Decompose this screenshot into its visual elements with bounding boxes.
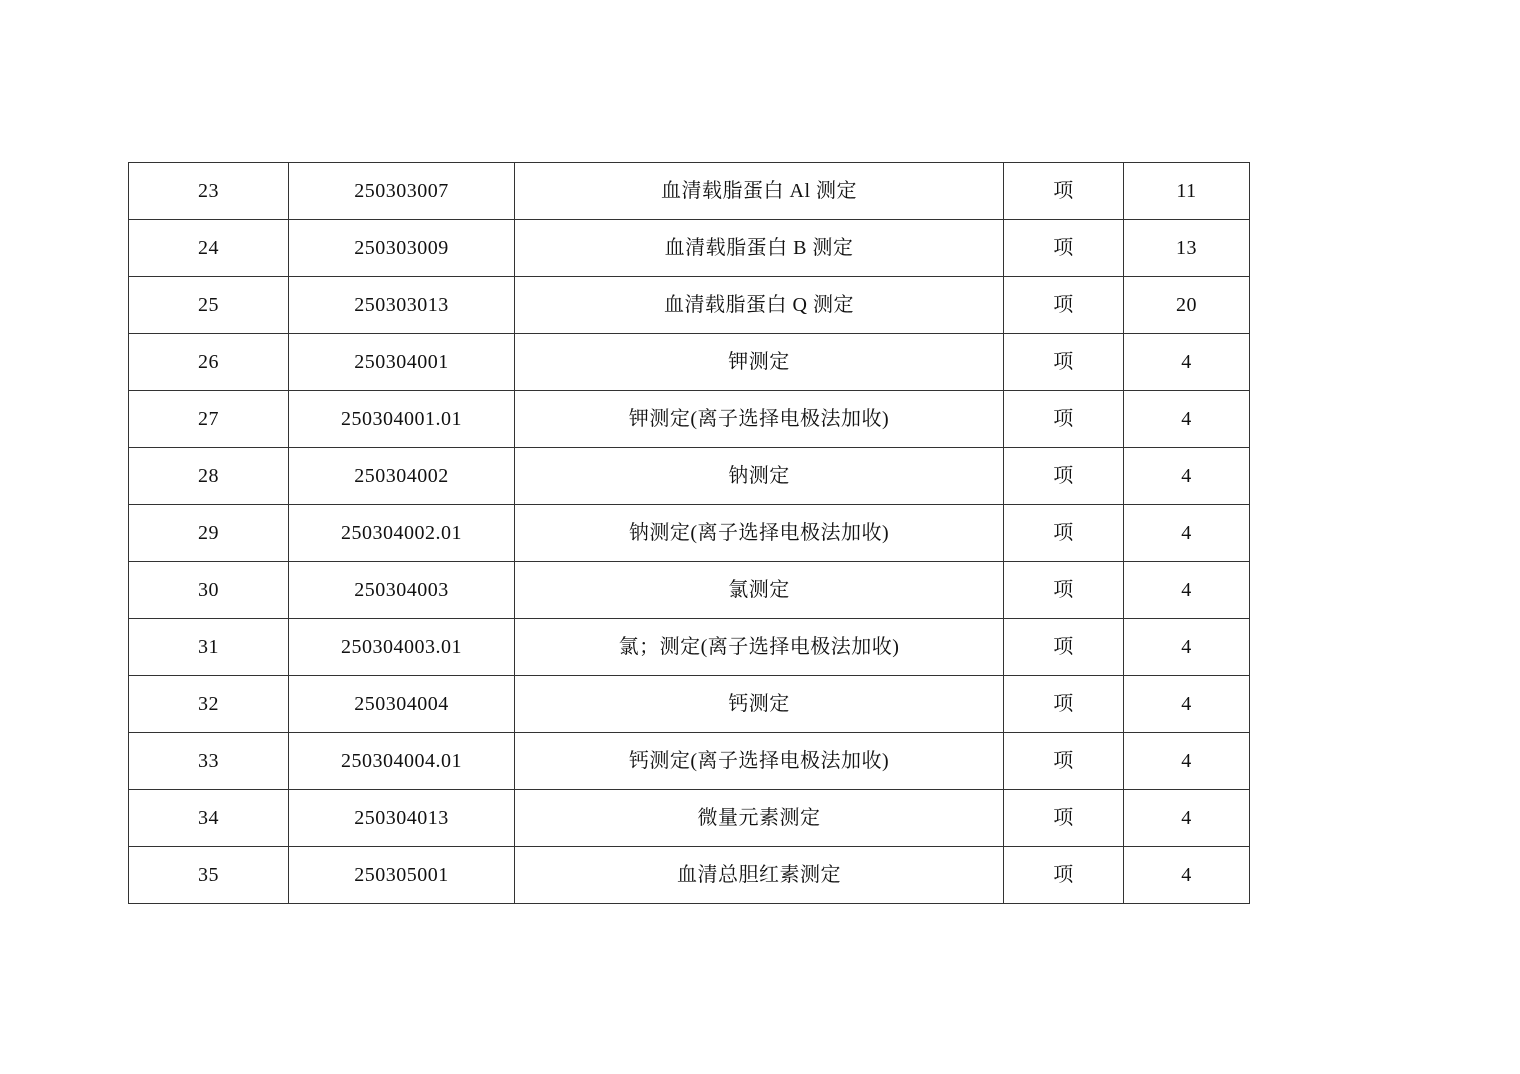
table-row [129,847,1250,904]
table-row [129,163,1250,220]
item-name-cell: 钙测定(离子选择电极法加收) [515,733,1004,790]
unit-cell: 项 [1004,790,1124,847]
item-name-cell: 血清载脂蛋白 B 测定 [515,220,1004,277]
row-number-cell: 25 [129,277,289,334]
fee-table-body [129,163,1250,904]
table-row [129,562,1250,619]
table-row [129,733,1250,790]
item-name-cell: 微量元素测定 [515,790,1004,847]
price-cell: 20 [1124,277,1250,334]
item-code-cell: 250304001.01 [289,391,515,448]
row-number-cell: 23 [129,163,289,220]
unit-cell: 项 [1004,448,1124,505]
item-code-cell: 250304001 [289,334,515,391]
row-number-cell: 33 [129,733,289,790]
price-cell: 4 [1124,619,1250,676]
table-row [129,619,1250,676]
item-code-cell: 250304003.01 [289,619,515,676]
fee-table [128,162,1250,904]
row-number-cell: 24 [129,220,289,277]
item-code-cell: 250304003 [289,562,515,619]
item-name-cell: 氯；测定(离子选择电极法加收) [515,619,1004,676]
table-row [129,790,1250,847]
unit-cell: 项 [1004,163,1124,220]
unit-cell: 项 [1004,391,1124,448]
unit-cell: 项 [1004,619,1124,676]
item-code-cell: 250303007 [289,163,515,220]
row-number-cell: 29 [129,505,289,562]
row-number-cell: 27 [129,391,289,448]
table-row [129,676,1250,733]
price-cell: 4 [1124,790,1250,847]
item-code-cell: 250304004.01 [289,733,515,790]
price-cell: 11 [1124,163,1250,220]
row-number-cell: 35 [129,847,289,904]
unit-cell: 项 [1004,676,1124,733]
unit-cell: 项 [1004,220,1124,277]
price-cell: 4 [1124,391,1250,448]
item-name-cell: 血清载脂蛋白 Q 测定 [515,277,1004,334]
price-cell: 4 [1124,505,1250,562]
price-cell: 4 [1124,733,1250,790]
item-name-cell: 氯测定 [515,562,1004,619]
row-number-cell: 31 [129,619,289,676]
item-name-cell: 血清载脂蛋白 Al 测定 [515,163,1004,220]
item-code-cell: 250304002 [289,448,515,505]
item-code-cell: 250303013 [289,277,515,334]
item-name-cell: 钾测定(离子选择电极法加收) [515,391,1004,448]
table-row [129,277,1250,334]
table-row [129,505,1250,562]
item-code-cell: 250304013 [289,790,515,847]
price-cell: 4 [1124,334,1250,391]
table-row [129,448,1250,505]
item-name-cell: 钠测定 [515,448,1004,505]
price-cell: 4 [1124,676,1250,733]
table-row [129,334,1250,391]
price-cell: 13 [1124,220,1250,277]
item-name-cell: 钾测定 [515,334,1004,391]
table-row [129,391,1250,448]
unit-cell: 项 [1004,562,1124,619]
item-name-cell: 钙测定 [515,676,1004,733]
table-row [129,220,1250,277]
row-number-cell: 30 [129,562,289,619]
row-number-cell: 32 [129,676,289,733]
unit-cell: 项 [1004,733,1124,790]
row-number-cell: 28 [129,448,289,505]
item-code-cell: 250304004 [289,676,515,733]
item-code-cell: 250303009 [289,220,515,277]
price-cell: 4 [1124,562,1250,619]
price-cell: 4 [1124,448,1250,505]
item-code-cell: 250305001 [289,847,515,904]
unit-cell: 项 [1004,334,1124,391]
unit-cell: 项 [1004,277,1124,334]
price-cell: 4 [1124,847,1250,904]
item-name-cell: 钠测定(离子选择电极法加收) [515,505,1004,562]
item-name-cell: 血清总胆红素测定 [515,847,1004,904]
unit-cell: 项 [1004,505,1124,562]
unit-cell: 项 [1004,847,1124,904]
row-number-cell: 34 [129,790,289,847]
item-code-cell: 250304002.01 [289,505,515,562]
row-number-cell: 26 [129,334,289,391]
